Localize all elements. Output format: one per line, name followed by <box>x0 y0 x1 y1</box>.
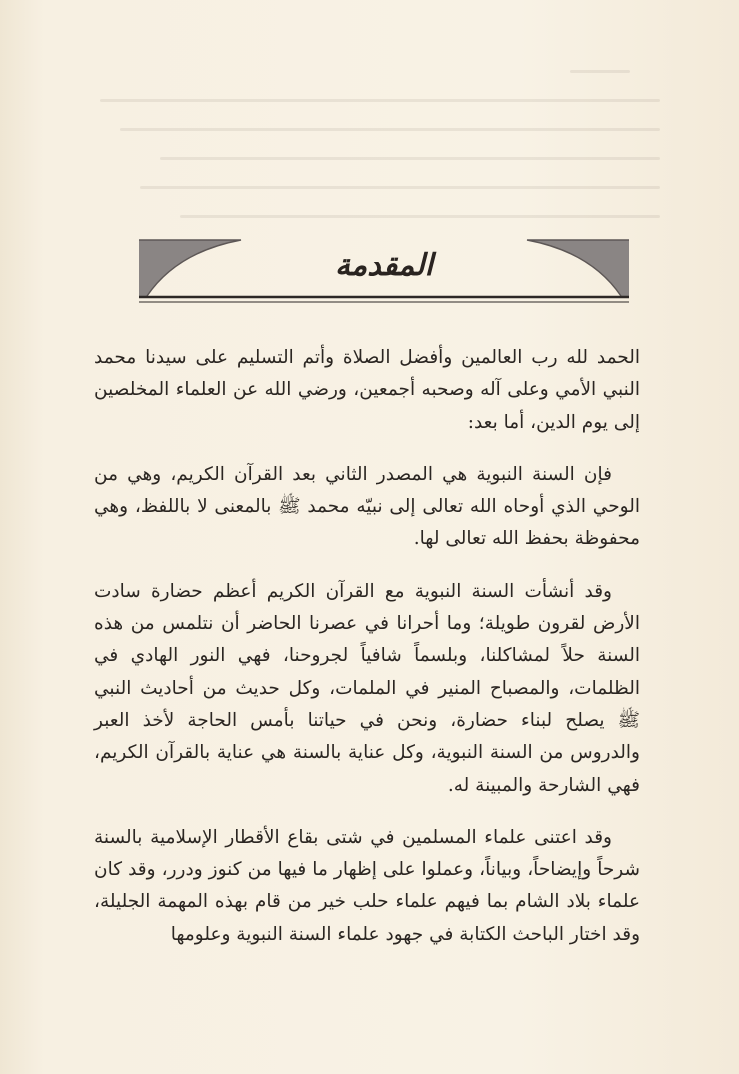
paragraph-1: الحمد لله رب العالمين وأفضل الصلاة وأتم التسليم على سيدنا محمد النبي الأمي وعلى آله وصحبه أجمعين، ورضي الله عن العلماء المخلصين إلى يوم الدين، أما بعد: <box>94 347 640 433</box>
chapter-title: المقدمة <box>335 248 433 283</box>
paragraph-2: فإن السنة النبوية هي المصدر الثاني بعد القرآن الكريم، وهي من الوحي الذي أوحاه الله تعالى إلى نبيّه محمد ﷺ بالمعنى لا باللفظ، وهي محفوظة بحفظ الله تعالى لها. <box>94 463 640 550</box>
chapter-header <box>137 238 631 304</box>
body-text <box>94 342 640 971</box>
paragraph-4: وقد اعتنى علماء المسلمين في شتى بقاع الأقطار الإسلامية بالسنة شرحاً وإيضاحاً، وبياناً، وعملوا على إظهار ما فيها من كنوز ودرر، وقد كان علماء بلاد الشام بما فيهم علماء حلب خير من قام بهذه المهمة الجليلة، وقد اختار الباحث الكتابة في جهود علماء السنة النبوية وعلومها <box>94 826 640 945</box>
paragraph-3: وقد أنشأت السنة النبوية مع القرآن الكريم أعظم حضارة سادت الأرض لقرون طويلة؛ وما أحرانا في عصرنا الحاضر أن نتلمس من هذه السنة حلاً لمشاكلنا، وبلسماً شافياً لجروحنا، فهي النور الهادي في الظلمات، والمصباح المنير في الملمات، وكل حديث من أحاديث النبي ﷺ يصلح لبناء حضارة، ونحن في حياتنا بأمس الحاجة لأخذ العبر والدروس من السنة النبوية، وكل عناية بالسنة هي عناية بالقرآن الكريم، فهي الشارحة والمبينة له. <box>94 580 640 796</box>
show-through-text <box>100 70 700 350</box>
